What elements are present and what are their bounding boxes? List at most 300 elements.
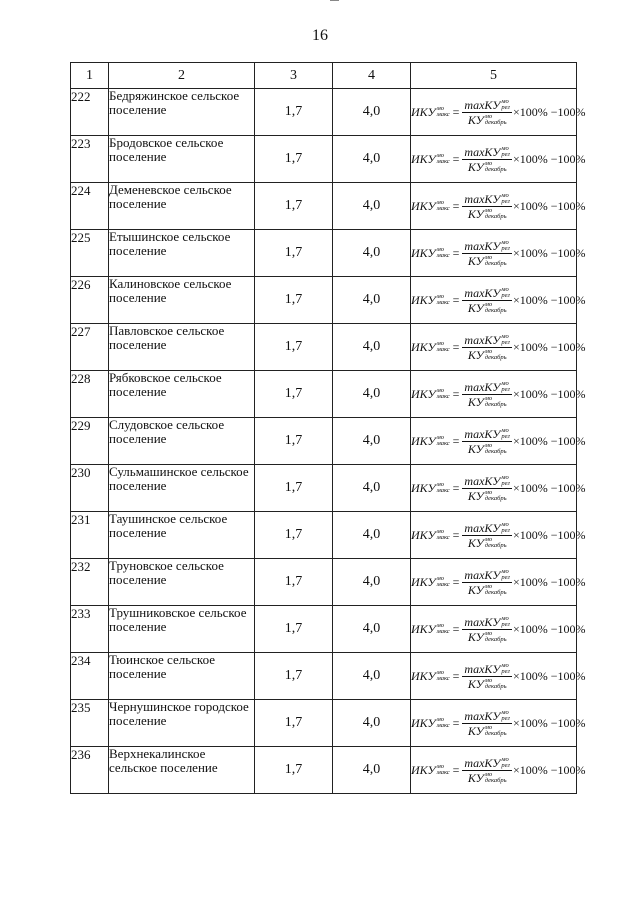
formula-lhs-sub: макс bbox=[436, 534, 450, 541]
formula-equals: = bbox=[452, 763, 460, 777]
formula-num-sub: рег bbox=[501, 197, 510, 205]
formula-cell bbox=[411, 324, 586, 371]
formula-num-scripts bbox=[501, 710, 510, 722]
settlement-name: Таушинское сельское поселение bbox=[109, 512, 255, 559]
formula-lhs-sup: мо bbox=[436, 152, 444, 159]
formula-num-sub: рег bbox=[501, 667, 510, 675]
row-number: 236 bbox=[71, 747, 109, 794]
formula-fraction bbox=[462, 522, 512, 549]
formula-denominator bbox=[466, 442, 509, 455]
formula-lhs-scripts bbox=[437, 717, 450, 729]
formula-den-scripts bbox=[485, 161, 507, 173]
row-number: 223 bbox=[71, 136, 109, 183]
formula-num: maxКУ bbox=[464, 97, 501, 112]
settlements-table bbox=[70, 62, 586, 794]
formula-fraction bbox=[462, 334, 512, 361]
formula-num-sup: мо bbox=[501, 285, 509, 293]
formula-lhs-sup: мо bbox=[436, 387, 444, 394]
formula-denominator bbox=[466, 771, 509, 784]
formula-lhs: ИКУ bbox=[411, 340, 436, 354]
scan-mark bbox=[330, 0, 339, 1]
iku-formula bbox=[411, 616, 586, 643]
formula-den-scripts bbox=[485, 302, 507, 314]
formula-lhs: ИКУ bbox=[411, 669, 436, 683]
formula-lhs: ИКУ bbox=[411, 575, 436, 589]
col3-value: 1,7 bbox=[255, 136, 333, 183]
settlement-name: Етышинское сельское поселение bbox=[109, 230, 255, 277]
header-col-2: 2 bbox=[109, 63, 255, 89]
formula-num-sup: мо bbox=[501, 191, 509, 199]
formula-den-sup: мо bbox=[484, 112, 493, 120]
formula-lhs-sup: мо bbox=[436, 340, 444, 347]
formula-den-sup: мо bbox=[484, 394, 493, 402]
col4-value: 4,0 bbox=[333, 700, 411, 747]
formula-lhs: ИКУ bbox=[411, 481, 436, 495]
col3-value: 1,7 bbox=[255, 324, 333, 371]
settlement-name: Верхнекалинское сельское поселение bbox=[109, 747, 255, 794]
col4-value: 4,0 bbox=[333, 606, 411, 653]
formula-den-sup: мо bbox=[484, 347, 493, 355]
table-row bbox=[71, 512, 577, 559]
formula-tail: ×100% −100% bbox=[512, 293, 586, 307]
formula-num: maxКУ bbox=[464, 614, 501, 629]
formula-lhs-scripts bbox=[437, 529, 450, 541]
formula-num: maxКУ bbox=[464, 473, 501, 488]
row-number: 235 bbox=[71, 700, 109, 747]
formula-lhs: ИКУ bbox=[411, 387, 436, 401]
formula-denominator bbox=[466, 536, 509, 549]
col3-value: 1,7 bbox=[255, 418, 333, 465]
formula-equals: = bbox=[452, 716, 460, 730]
table-row bbox=[71, 700, 577, 747]
formula-denominator bbox=[466, 160, 509, 173]
row-number: 224 bbox=[71, 183, 109, 230]
formula-fraction bbox=[462, 757, 512, 784]
settlement-name: Бедряжинское сельское поселение bbox=[109, 89, 255, 136]
formula-numerator bbox=[462, 334, 512, 348]
formula-equals: = bbox=[452, 105, 460, 119]
formula-den-sub: декабрь bbox=[484, 306, 507, 314]
formula-fraction bbox=[462, 193, 512, 220]
formula-num: maxКУ bbox=[464, 144, 501, 159]
formula-lhs: ИКУ bbox=[411, 152, 436, 166]
formula-numerator bbox=[462, 428, 512, 442]
formula-den-sup: мо bbox=[484, 206, 493, 214]
formula-tail: ×100% −100% bbox=[512, 763, 586, 777]
table-row bbox=[71, 183, 577, 230]
formula-lhs: ИКУ bbox=[411, 622, 436, 636]
formula-den: КУ bbox=[467, 676, 484, 691]
col4-value: 4,0 bbox=[333, 277, 411, 324]
formula-den-sup: мо bbox=[484, 629, 493, 637]
formula-num-sub: рег bbox=[501, 714, 510, 722]
formula-den-sup: мо bbox=[484, 770, 493, 778]
formula-lhs-sub: макс bbox=[436, 487, 450, 494]
col3-value: 1,7 bbox=[255, 183, 333, 230]
formula-num-sup: мо bbox=[501, 97, 509, 105]
formula-tail: ×100% −100% bbox=[512, 528, 586, 542]
formula-lhs-scripts bbox=[437, 482, 450, 494]
table-row bbox=[71, 606, 577, 653]
row-number: 222 bbox=[71, 89, 109, 136]
formula-den-sub: декабрь bbox=[484, 353, 507, 361]
formula-numerator bbox=[462, 146, 512, 160]
formula-tail: ×100% −100% bbox=[512, 152, 586, 166]
formula-num: maxКУ bbox=[464, 332, 501, 347]
formula-lhs-sup: мо bbox=[436, 622, 444, 629]
formula-num-sub: рег bbox=[501, 479, 510, 487]
formula-den-sub: декабрь bbox=[484, 259, 507, 267]
formula-den-sup: мо bbox=[484, 535, 493, 543]
formula-lhs-sup: мо bbox=[436, 763, 444, 770]
formula-lhs-sup: мо bbox=[436, 246, 444, 253]
settlement-name: Калиновское сельское поселение bbox=[109, 277, 255, 324]
col3-value: 1,7 bbox=[255, 230, 333, 277]
formula-den-scripts bbox=[485, 725, 507, 737]
formula-den-scripts bbox=[485, 443, 507, 455]
formula-den-scripts bbox=[485, 396, 507, 408]
formula-fraction bbox=[462, 475, 512, 502]
formula-den: КУ bbox=[467, 582, 484, 597]
formula-lhs-scripts bbox=[437, 153, 450, 165]
formula-den-sub: декабрь bbox=[484, 165, 507, 173]
formula-denominator bbox=[466, 207, 509, 220]
iku-formula bbox=[411, 663, 586, 690]
formula-numerator bbox=[462, 287, 512, 301]
formula-fraction bbox=[462, 710, 512, 737]
table-row bbox=[71, 559, 577, 606]
formula-equals: = bbox=[452, 387, 460, 401]
table-row bbox=[71, 89, 577, 136]
formula-den-sup: мо bbox=[484, 441, 493, 449]
formula-num-sup: мо bbox=[501, 379, 509, 387]
formula-den-scripts bbox=[485, 537, 507, 549]
formula-num-scripts bbox=[501, 381, 510, 393]
formula-den-sup: мо bbox=[484, 159, 493, 167]
formula-den: КУ bbox=[467, 300, 484, 315]
row-number: 230 bbox=[71, 465, 109, 512]
formula-den-sub: декабрь bbox=[484, 212, 507, 220]
formula-tail: ×100% −100% bbox=[512, 434, 586, 448]
settlement-name: Чернушинское городское поселение bbox=[109, 700, 255, 747]
formula-den-sub: декабрь bbox=[484, 635, 507, 643]
row-number: 226 bbox=[71, 277, 109, 324]
formula-equals: = bbox=[452, 293, 460, 307]
formula-denominator bbox=[466, 677, 509, 690]
table-row bbox=[71, 136, 577, 183]
formula-den-sub: декабрь bbox=[484, 494, 507, 502]
row-number: 225 bbox=[71, 230, 109, 277]
formula-denominator bbox=[466, 489, 509, 502]
formula-num-scripts bbox=[501, 475, 510, 487]
formula-den-sub: декабрь bbox=[484, 400, 507, 408]
iku-formula bbox=[411, 757, 586, 784]
settlement-name: Сульмашинское сельское поселение bbox=[109, 465, 255, 512]
formula-lhs-sub: макс bbox=[436, 205, 450, 212]
formula-cell bbox=[411, 183, 586, 230]
formula-lhs-scripts bbox=[437, 764, 450, 776]
formula-den-scripts bbox=[485, 584, 507, 596]
formula-num-scripts bbox=[501, 193, 510, 205]
formula-num-sup: мо bbox=[501, 614, 509, 622]
formula-lhs-scripts bbox=[437, 435, 450, 447]
formula-num-scripts bbox=[501, 428, 510, 440]
formula-num-sub: рег bbox=[501, 432, 510, 440]
formula-den: КУ bbox=[467, 347, 484, 362]
settlement-name: Трушниковское сельское поселение bbox=[109, 606, 255, 653]
formula-num-scripts bbox=[501, 522, 510, 534]
formula-lhs: ИКУ bbox=[411, 763, 436, 777]
formula-cell bbox=[411, 700, 586, 747]
formula-numerator bbox=[462, 663, 512, 677]
formula-num-sup: мо bbox=[501, 708, 509, 716]
iku-formula bbox=[411, 334, 586, 361]
formula-lhs-scripts bbox=[437, 341, 450, 353]
formula-num-sub: рег bbox=[501, 761, 510, 769]
formula-num-sub: рег bbox=[501, 338, 510, 346]
formula-numerator bbox=[462, 240, 512, 254]
formula-num-sup: мо bbox=[501, 144, 509, 152]
formula-denominator bbox=[466, 395, 509, 408]
formula-equals: = bbox=[452, 622, 460, 636]
col3-value: 1,7 bbox=[255, 606, 333, 653]
header-col-4: 4 bbox=[333, 63, 411, 89]
formula-fraction bbox=[462, 428, 512, 455]
formula-tail: ×100% −100% bbox=[512, 669, 586, 683]
row-number: 233 bbox=[71, 606, 109, 653]
col3-value: 1,7 bbox=[255, 653, 333, 700]
formula-num-sup: мо bbox=[501, 238, 509, 246]
formula-num-sup: мо bbox=[501, 332, 509, 340]
formula-den-sup: мо bbox=[484, 253, 493, 261]
formula-den: КУ bbox=[467, 253, 484, 268]
table-row bbox=[71, 747, 577, 794]
formula-num-scripts bbox=[501, 99, 510, 111]
formula-tail: ×100% −100% bbox=[512, 199, 586, 213]
col4-value: 4,0 bbox=[333, 418, 411, 465]
table-row bbox=[71, 277, 577, 324]
header-col-3: 3 bbox=[255, 63, 333, 89]
formula-num-scripts bbox=[501, 569, 510, 581]
formula-den: КУ bbox=[467, 441, 484, 456]
iku-formula bbox=[411, 569, 586, 596]
formula-num-sub: рег bbox=[501, 385, 510, 393]
formula-lhs-sub: макс bbox=[436, 675, 450, 682]
formula-num: maxКУ bbox=[464, 426, 501, 441]
formula-num-sub: рег bbox=[501, 103, 510, 111]
formula-cell bbox=[411, 465, 586, 512]
formula-den-sub: декабрь bbox=[484, 729, 507, 737]
formula-num-sub: рег bbox=[501, 526, 510, 534]
formula-cell bbox=[411, 606, 586, 653]
formula-lhs: ИКУ bbox=[411, 293, 436, 307]
iku-formula bbox=[411, 146, 586, 173]
formula-lhs-sub: макс bbox=[436, 158, 450, 165]
settlement-name: Павловское сельское поселение bbox=[109, 324, 255, 371]
formula-numerator bbox=[462, 522, 512, 536]
formula-lhs-sub: макс bbox=[436, 722, 450, 729]
formula-equals: = bbox=[452, 434, 460, 448]
formula-den: КУ bbox=[467, 159, 484, 174]
formula-den: КУ bbox=[467, 629, 484, 644]
formula-cell bbox=[411, 230, 586, 277]
formula-lhs-sub: макс bbox=[436, 440, 450, 447]
col3-value: 1,7 bbox=[255, 371, 333, 418]
settlement-name: Бродовское сельское поселение bbox=[109, 136, 255, 183]
formula-lhs-sup: мо bbox=[436, 575, 444, 582]
formula-equals: = bbox=[452, 528, 460, 542]
formula-num-scripts bbox=[501, 287, 510, 299]
table-row bbox=[71, 230, 577, 277]
col4-value: 4,0 bbox=[333, 747, 411, 794]
col4-value: 4,0 bbox=[333, 371, 411, 418]
formula-denominator bbox=[466, 630, 509, 643]
formula-lhs-sub: макс bbox=[436, 628, 450, 635]
formula-lhs-scripts bbox=[437, 623, 450, 635]
formula-num-sub: рег bbox=[501, 573, 510, 581]
iku-formula bbox=[411, 193, 586, 220]
formula-lhs-sup: мо bbox=[436, 481, 444, 488]
formula-lhs-sup: мо bbox=[436, 528, 444, 535]
formula-fraction bbox=[462, 99, 512, 126]
formula-lhs-sub: макс bbox=[436, 299, 450, 306]
row-number: 229 bbox=[71, 418, 109, 465]
header-col-1: 1 bbox=[71, 63, 109, 89]
formula-lhs-sub: макс bbox=[436, 769, 450, 776]
formula-equals: = bbox=[452, 669, 460, 683]
formula-num-sub: рег bbox=[501, 150, 510, 158]
formula-denominator bbox=[466, 724, 509, 737]
formula-lhs-sup: мо bbox=[436, 716, 444, 723]
col4-value: 4,0 bbox=[333, 89, 411, 136]
formula-den: КУ bbox=[467, 770, 484, 785]
formula-fraction bbox=[462, 616, 512, 643]
formula-lhs-scripts bbox=[437, 388, 450, 400]
formula-equals: = bbox=[452, 575, 460, 589]
col4-value: 4,0 bbox=[333, 465, 411, 512]
formula-equals: = bbox=[452, 246, 460, 260]
formula-numerator bbox=[462, 569, 512, 583]
formula-den-scripts bbox=[485, 772, 507, 784]
formula-lhs-scripts bbox=[437, 200, 450, 212]
formula-den: КУ bbox=[467, 535, 484, 550]
formula-lhs-sup: мо bbox=[436, 434, 444, 441]
formula-num: maxКУ bbox=[464, 379, 501, 394]
formula-numerator bbox=[462, 616, 512, 630]
formula-num-sub: рег bbox=[501, 244, 510, 252]
formula-equals: = bbox=[452, 152, 460, 166]
col3-value: 1,7 bbox=[255, 559, 333, 606]
formula-num-sup: мо bbox=[501, 520, 509, 528]
formula-num-scripts bbox=[501, 334, 510, 346]
formula-fraction bbox=[462, 381, 512, 408]
formula-cell bbox=[411, 277, 586, 324]
col3-value: 1,7 bbox=[255, 512, 333, 559]
formula-tail: ×100% −100% bbox=[512, 622, 586, 636]
col3-value: 1,7 bbox=[255, 747, 333, 794]
formula-numerator bbox=[462, 710, 512, 724]
formula-lhs: ИКУ bbox=[411, 246, 436, 260]
formula-den-sub: декабрь bbox=[484, 776, 507, 784]
formula-num-sup: мо bbox=[501, 755, 509, 763]
formula-numerator bbox=[462, 99, 512, 113]
formula-den-scripts bbox=[485, 255, 507, 267]
formula-denominator bbox=[466, 254, 509, 267]
iku-formula bbox=[411, 710, 586, 737]
formula-cell bbox=[411, 371, 586, 418]
col4-value: 4,0 bbox=[333, 324, 411, 371]
formula-den-sup: мо bbox=[484, 300, 493, 308]
settlement-name: Деменевское сельское поселение bbox=[109, 183, 255, 230]
table-row bbox=[71, 653, 577, 700]
iku-formula bbox=[411, 522, 586, 549]
formula-den-scripts bbox=[485, 631, 507, 643]
row-number: 227 bbox=[71, 324, 109, 371]
formula-numerator bbox=[462, 193, 512, 207]
formula-lhs-sub: макс bbox=[436, 581, 450, 588]
formula-lhs-sup: мо bbox=[436, 105, 444, 112]
table-header-row bbox=[71, 63, 577, 89]
formula-num-sup: мо bbox=[501, 567, 509, 575]
settlement-name: Рябковское сельское поселение bbox=[109, 371, 255, 418]
row-number: 232 bbox=[71, 559, 109, 606]
formula-tail: ×100% −100% bbox=[512, 387, 586, 401]
formula-cell bbox=[411, 559, 586, 606]
col4-value: 4,0 bbox=[333, 512, 411, 559]
formula-num-sup: мо bbox=[501, 426, 509, 434]
formula-den-scripts bbox=[485, 349, 507, 361]
formula-tail: ×100% −100% bbox=[512, 340, 586, 354]
formula-tail: ×100% −100% bbox=[512, 246, 586, 260]
formula-equals: = bbox=[452, 199, 460, 213]
formula-lhs-sup: мо bbox=[436, 293, 444, 300]
formula-lhs: ИКУ bbox=[411, 105, 436, 119]
formula-num: maxКУ bbox=[464, 755, 501, 770]
formula-num: maxКУ bbox=[464, 661, 501, 676]
formula-lhs: ИКУ bbox=[411, 199, 436, 213]
formula-num-sup: мо bbox=[501, 661, 509, 669]
col4-value: 4,0 bbox=[333, 559, 411, 606]
formula-equals: = bbox=[452, 340, 460, 354]
formula-den-sub: декабрь bbox=[484, 118, 507, 126]
row-number: 228 bbox=[71, 371, 109, 418]
formula-num-scripts bbox=[501, 616, 510, 628]
iku-formula bbox=[411, 428, 586, 455]
formula-tail: ×100% −100% bbox=[512, 105, 586, 119]
col4-value: 4,0 bbox=[333, 653, 411, 700]
settlement-name: Труновское сельское поселение bbox=[109, 559, 255, 606]
col4-value: 4,0 bbox=[333, 230, 411, 277]
formula-denominator bbox=[466, 583, 509, 596]
formula-cell bbox=[411, 89, 586, 136]
formula-tail: ×100% −100% bbox=[512, 481, 586, 495]
formula-numerator bbox=[462, 757, 512, 771]
formula-numerator bbox=[462, 475, 512, 489]
formula-num: maxКУ bbox=[464, 708, 501, 723]
formula-num-scripts bbox=[501, 240, 510, 252]
formula-lhs-sub: макс bbox=[436, 393, 450, 400]
row-number: 234 bbox=[71, 653, 109, 700]
formula-fraction bbox=[462, 287, 512, 314]
formula-den-sup: мо bbox=[484, 723, 493, 731]
formula-tail: ×100% −100% bbox=[512, 575, 586, 589]
formula-den-sup: мо bbox=[484, 676, 493, 684]
col3-value: 1,7 bbox=[255, 89, 333, 136]
formula-lhs-sup: мо bbox=[436, 669, 444, 676]
formula-cell bbox=[411, 418, 586, 465]
formula-fraction bbox=[462, 240, 512, 267]
settlement-name: Тюинское сельское поселение bbox=[109, 653, 255, 700]
